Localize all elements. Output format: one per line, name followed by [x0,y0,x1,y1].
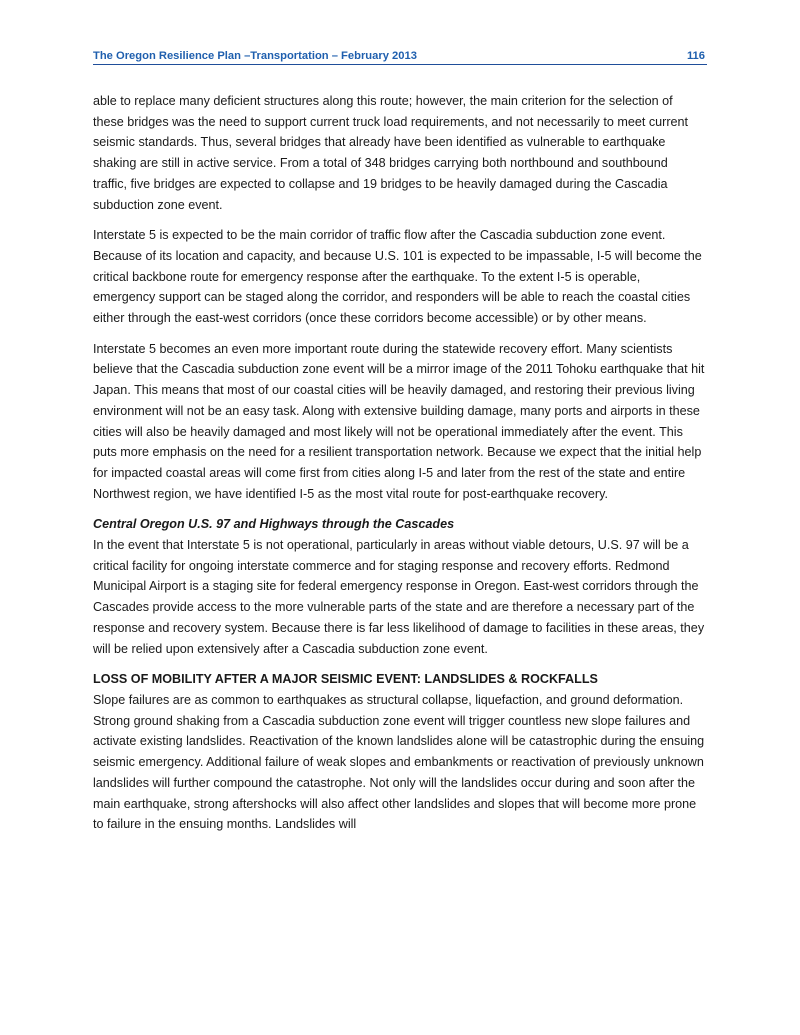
section-paragraph: Slope failures are as common to earthquakes as structural collapse, liquefaction, and ground deformation. Strong ground shaking from a Cascadia subduction zone event will trigger countless new slope failures and activate existing landslides. Reactivation of the known landslides alone will be catastrophic during the ensuing seismic emergency. Additional failure of weak slopes and embankments or reactivation of previously unknown landslides will further compound the catastrophe. Not only will the landslides occur during and soon after the main earthquake, strong aftershocks will also affect other landslides and slopes that will become more prone to failure in the ensuing months. Landslides will [93,692,705,832]
section-heading: LOSS OF MOBILITY AFTER A MAJOR SEISMIC EVENT: LANDSLIDES & ROCKFALLS [93,672,598,687]
header-title: The Oregon Resilience Plan –Transportation – February 2013 [93,50,417,62]
subsection-paragraph: In the event that Interstate 5 is not operational, particularly in areas without viable detours, U.S. 97 will be a critical facility for ongoing interstate commerce and for staging response and recovery efforts. Redmond Municipal Airport is a staging site for federal emergency response in Oregon. East-west corridors through the Cascades provide access to the more vulnerable parts of the state and are therefore a necessary part of the response and recovery system. Because there is far less likelihood of damage to facilities in these areas, they will be relied upon extensively after a Cascadia subduction zone event. [93,538,705,656]
page-header [93,50,707,65]
paragraph: Interstate 5 is expected to be the main corridor of traffic flow after the Cascadia subduction zone event. Because of its location and capacity, and because U.S. 101 is expected to be impassable, I-5 will become the critical backbone route for emergency response after the earthquake. To the extent I-5 is operable, emergency support can be staged along the corridor, and responders will be able to reach the coastal cities either through the east-west corridors (once these corridors become accessible) or by other means. [93,228,702,326]
paragraph: Interstate 5 becomes an even more important route during the statewide recovery effort. Many scientists believe that the Cascadia subduction zone event will be a mirror image of the 2011 Tohoku earthquake that hit Japan. This means that most of our coastal cities will be heavily damaged, and restoring their previous living environment will not be an easy task. Along with extensive building damage, many ports and airports in these cities will also be heavily damaged and most likely will not be operational immediately after the event. This puts more emphasis on the need for a resilient transportation network. Because we expect that the initial help for impacted coastal areas will come first from cities along I-5 and later from the rest of the state and entire Northwest region, we have identified I-5 as the most vital route for post-earthquake recovery. [93,341,705,501]
page-number: 116 [686,50,705,62]
subsection-heading: Central Oregon U.S. 97 and Highways through the Cascades [93,517,455,532]
paragraph: able to replace many deficient structures along this route; however, the main criterion for the selection of these bridges was the need to support current truck load requirements, and not necessarily to meet current seismic standards. Thus, several bridges that already have been identified as vulnerable to earthquake shaking are still in active service. From a total of 348 bridges carrying both northbound and southbound traffic, five bridges are expected to collapse and 19 bridges to be heavily damaged during the Cascadia subduction zone event. [93,94,689,212]
body-text [93,91,705,835]
